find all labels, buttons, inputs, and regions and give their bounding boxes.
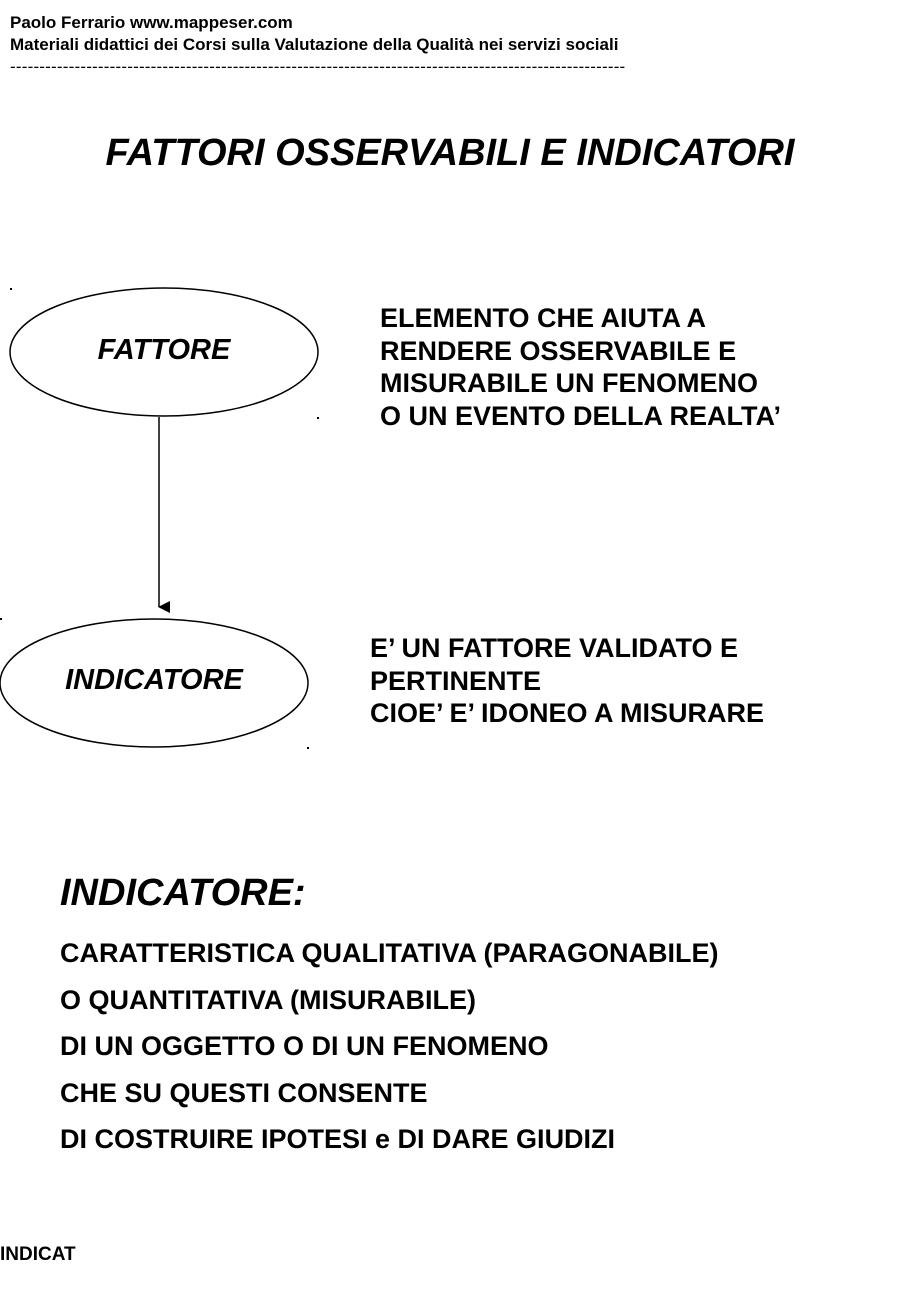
- fattore-description: [380, 302, 781, 432]
- page-title: FATTORI OSSERVABILI E INDICATORI: [105, 132, 795, 174]
- definition-line: O QUANTITATIVA (MISURABILE): [60, 984, 476, 1015]
- scan-dot: [307, 747, 309, 749]
- indicatore-description-line: CIOE’ E’ IDONEO A MISURARE: [370, 698, 765, 728]
- definition-heading: INDICATORE:: [60, 872, 306, 914]
- scan-dot: [317, 417, 319, 419]
- page-footer: INDICAT: [0, 1244, 76, 1265]
- indicatore-description-line: PERTINENTE: [370, 665, 542, 696]
- definition-line: DI UN OGGETTO O DI UN FENOMENO: [60, 1031, 549, 1061]
- definition-text: [60, 930, 718, 1163]
- header-subtitle-line: Materiali didattici dei Corsi sulla Valutazione della Qualità nei servizi sociali: [10, 35, 619, 54]
- scan-dot: [10, 288, 12, 290]
- fattore-node-label: FATTORE: [97, 334, 231, 366]
- indicatore-node-label: INDICATORE: [65, 664, 243, 696]
- definition-line: CHE SU QUESTI CONSENTE: [60, 1077, 428, 1108]
- header-separator: ---------------------------------------------------------------------------------------------------------: [10, 57, 626, 76]
- definition-line: DI COSTRUIRE IPOTESI e DI DARE GIUDIZI: [60, 1124, 616, 1154]
- header-author-line: Paolo Ferrario www.mappeser.com: [10, 13, 293, 32]
- fattore-description-line: O UN EVENTO DELLA REALTA’: [380, 400, 782, 431]
- fattore-description-line: MISURABILE UN FENOMENO: [380, 368, 758, 398]
- indicatore-description: [370, 632, 764, 730]
- scan-dot: [0, 618, 2, 620]
- fattore-description-line: ELEMENTO CHE AIUTA A: [380, 303, 707, 333]
- definition-line: CARATTERISTICA QUALITATIVA (PARAGONABILE): [60, 938, 719, 968]
- fattore-description-line: RENDERE OSSERVABILE E: [380, 335, 737, 366]
- indicatore-description-line: E’ UN FATTORE VALIDATO E: [370, 633, 739, 663]
